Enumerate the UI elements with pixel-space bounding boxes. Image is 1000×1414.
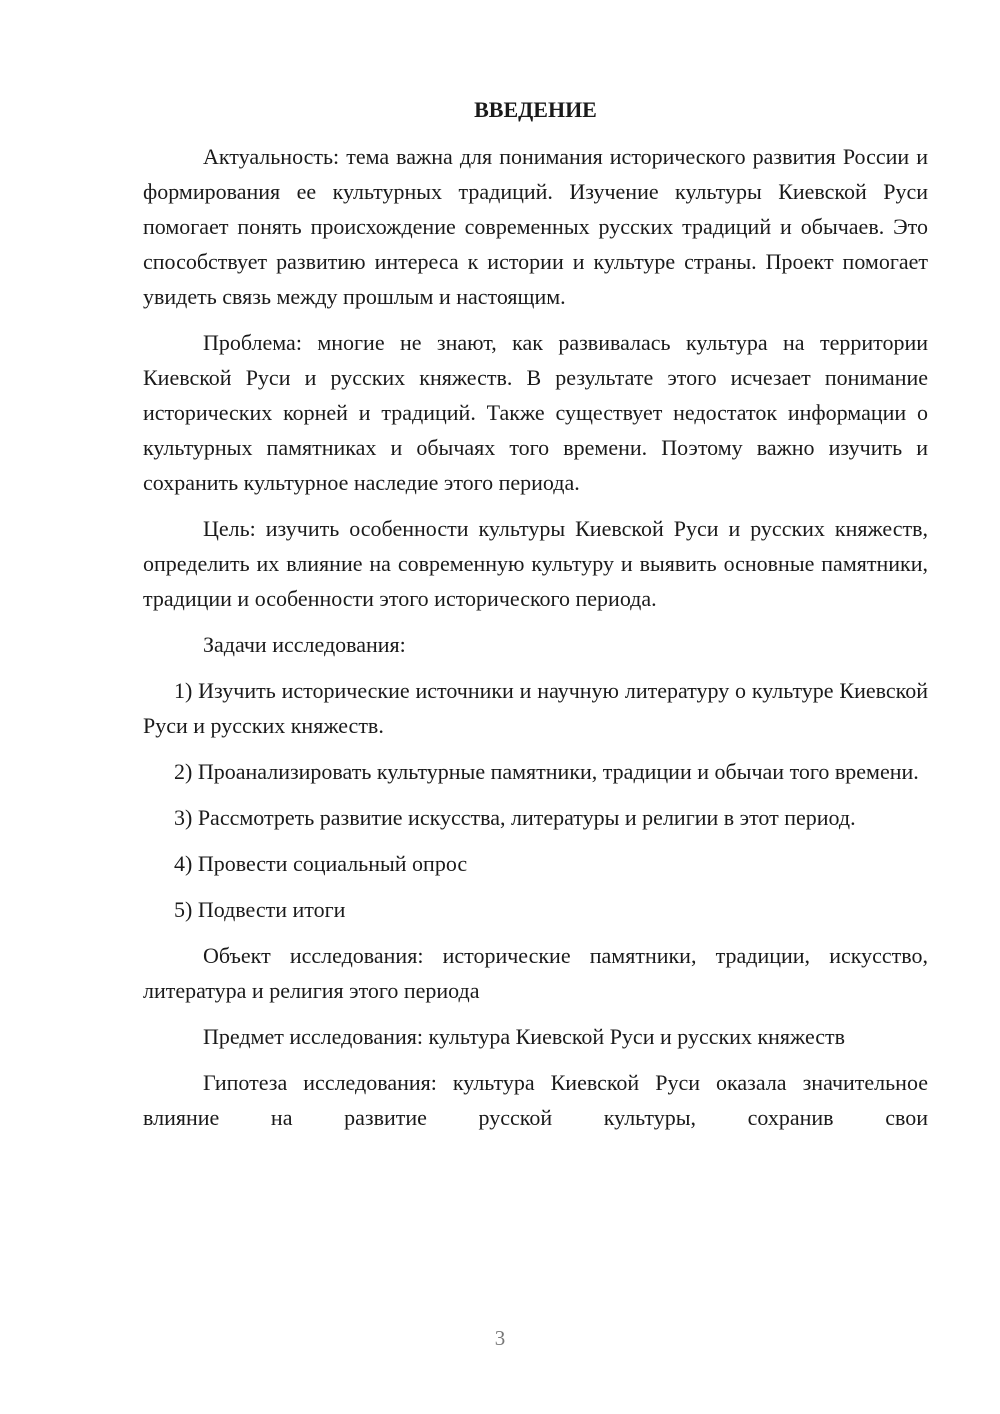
object-paragraph: Объект исследования: исторические памятники, традиции, искусство, литература и религия этого периода (143, 943, 928, 1003)
hypothesis-paragraph: Гипотеза исследования: культура Киевской Руси оказала значительное влияние на развитие русской культуры, сохранив свои (143, 1070, 928, 1130)
task-item: 1) Изучить исторические источники и научную литературу о культуре Киевской Руси и русских княжеств. (143, 678, 928, 738)
task-item: 2) Проанализировать культурные памятники, традиции и обычаи того времени. (174, 759, 919, 784)
page-title: ВВЕДЕНИЕ (474, 97, 597, 122)
page-number: 3 (494, 1326, 506, 1350)
tasks-heading: Задачи исследования: (203, 632, 406, 657)
task-item: 5) Подвести итоги (174, 897, 346, 922)
task-item: 3) Рассмотреть развитие искусства, литературы и религии в этот период. (174, 805, 856, 830)
goal-paragraph: Цель: изучить особенности культуры Киевской Руси и русских княжеств, определить их влияние на современную культуру и выявить основные памятники, традиции и особенности этого исторического периода. (143, 516, 928, 611)
subject-paragraph: Предмет исследования: культура Киевской Руси и русских княжеств (203, 1024, 846, 1049)
tasks-list (143, 673, 928, 927)
relevance-paragraph: Актуальность: тема важна для понимания исторического развития России и формирования ее культурных традиций. Изучение культуры Киевской Руси помогает понять происхождение современных русских традиций и обычаев. Это способствует развитию интереса к истории и культуре страны. Проект помогает увидеть связь между прошлым и настоящим. (143, 144, 928, 309)
document-page (143, 95, 928, 1146)
problem-paragraph: Проблема: многие не знают, как развивалась культура на территории Киевской Руси и русских княжеств. В результате этого исчезает понимание исторических корней и традиций. Также существует недостаток информации о культурных памятниках и обычаях того времени. Поэтому важно изучить и сохранить культурное наследие этого периода. (143, 330, 928, 495)
task-item: 4) Провести социальный опрос (174, 851, 468, 876)
